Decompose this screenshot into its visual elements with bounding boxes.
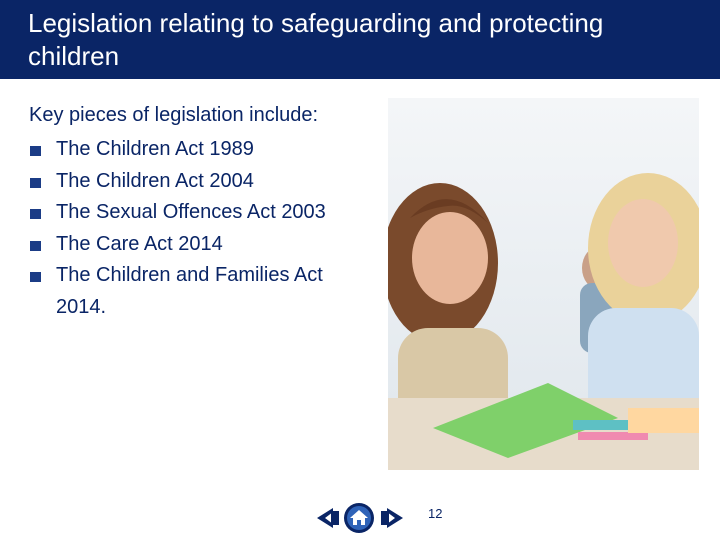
list-item (29, 260, 376, 323)
list-item-text: The Sexual Offences Act 2003 (56, 201, 326, 223)
bullet-icon (30, 272, 41, 282)
list-item-text: The Children and Families Act 2014. (56, 264, 323, 318)
list-item (29, 229, 376, 261)
slide-navigation (317, 502, 403, 534)
bullet-icon (30, 209, 41, 219)
home-icon[interactable] (344, 503, 374, 533)
page-number: 12 (428, 506, 443, 521)
list-item-text: The Children Act 1989 (56, 138, 254, 160)
chevron-left-icon[interactable] (317, 508, 339, 528)
list-item-text: The Children Act 2004 (56, 169, 254, 192)
list-item-text: The Care Act 2014 (56, 232, 223, 255)
title-bar (0, 0, 720, 79)
list-item (29, 197, 376, 229)
intro-text: Key pieces of legislation include: (29, 104, 319, 126)
chevron-right-icon[interactable] (381, 508, 403, 528)
list-item (29, 134, 376, 166)
bullet-icon (30, 146, 41, 156)
bullet-icon (30, 178, 41, 188)
list-item (29, 166, 376, 198)
photo-illustration (388, 98, 699, 470)
bullet-icon (30, 241, 41, 251)
slide-title: Legislation relating to safeguarding and protecting children (28, 8, 604, 71)
legislation-list (29, 134, 376, 323)
classroom-photo (388, 98, 699, 470)
